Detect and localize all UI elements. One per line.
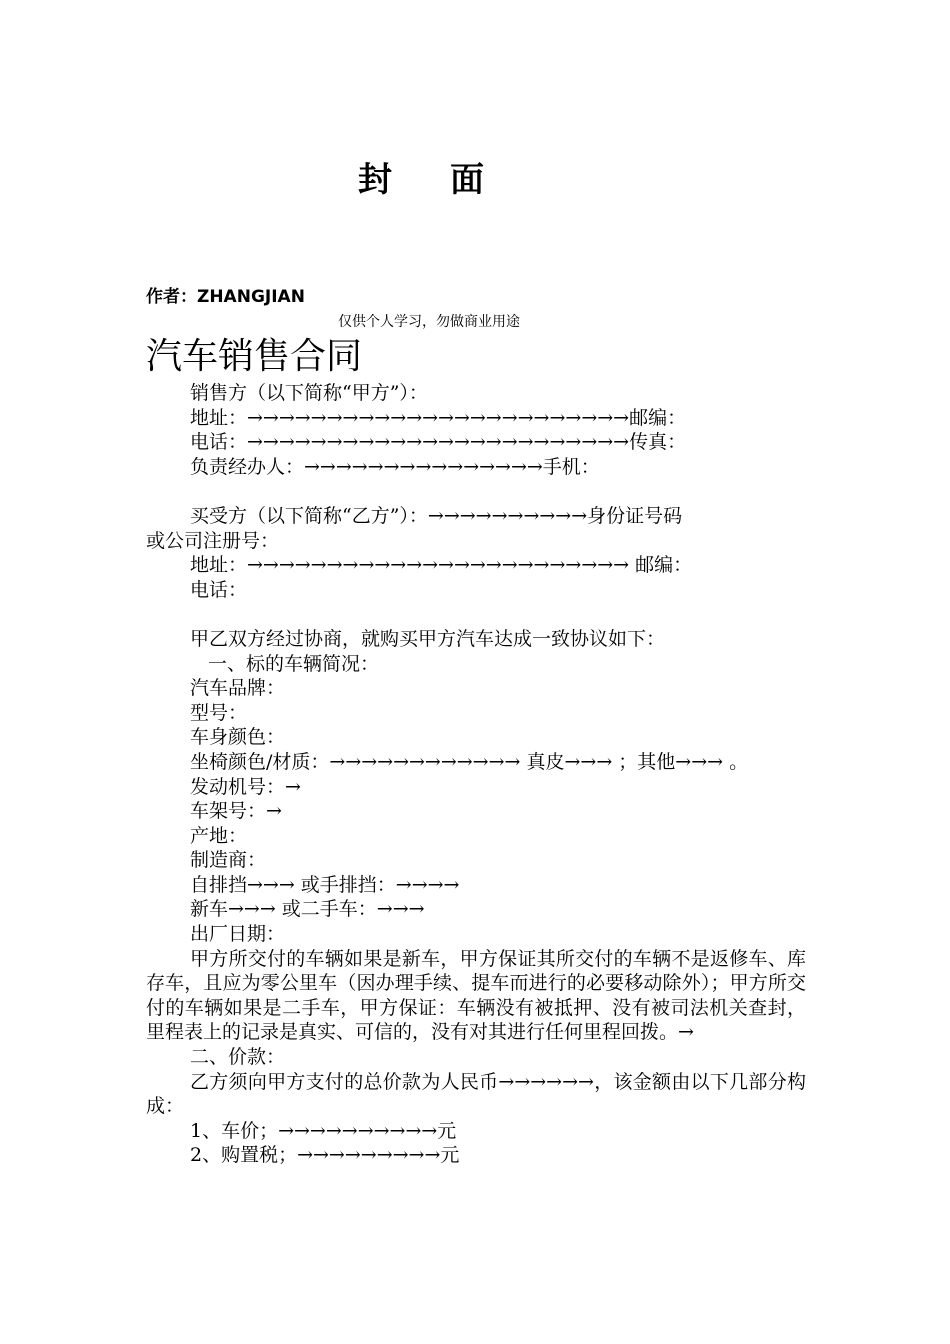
contract-body xyxy=(146,381,806,1168)
price-item-1: 1、车价；→→→→→→→→→→元 xyxy=(190,1119,457,1142)
warranty-paragraph: 甲方所交付的车辆如果是新车，甲方保证其所交付的车辆不是返修车、库存车，且应为零公里车（因办理手续、提车而进行的必要移动除外）；甲方所交付的车辆如果是二手车，甲方保证：车辆没有被抵押、没有被司法机关查封，里程表上的记录是真实、可信的，没有对其进行任何里程回拨。→ xyxy=(146,947,806,1044)
usage-notice: 仅供个人学习，勿做商业用途 xyxy=(338,314,520,330)
seller-heading: 销售方（以下简称“甲方”）： xyxy=(190,382,428,404)
contract-title: 汽车销售合同 xyxy=(146,336,363,377)
vehicle-model: 型号： xyxy=(190,701,248,724)
vehicle-body-color: 车身颜色： xyxy=(190,726,286,749)
cover-title: 封面 xyxy=(358,160,542,200)
seller-address: 地址：→→→→→→→→→→→→→→→→→→→→→→→→邮编： xyxy=(190,406,687,429)
section2-title: 二、价款： xyxy=(190,1046,286,1069)
vehicle-condition: 新车→→→ 或二手车：→→→ xyxy=(190,898,425,921)
vehicle-origin: 产地： xyxy=(190,824,248,847)
buyer-address: 地址：→→→→→→→→→→→→→→→→→→→→→→→→ 邮编： xyxy=(190,554,693,577)
author-line: 作者：ZHANGJIAN xyxy=(146,287,305,307)
vehicle-engine-no: 发动机号：→ xyxy=(190,775,301,798)
vehicle-frame-no: 车架号：→ xyxy=(190,800,282,823)
vehicle-transmission: 自排挡→→→ 或手排挡：→→→→ xyxy=(190,873,460,896)
vehicle-seat: 坐椅颜色/材质：→→→→→→→→→→→→ 真皮→→→ ；其他→→→ 。 xyxy=(190,750,749,773)
vehicle-manufacturer: 制造商： xyxy=(190,849,267,872)
buyer-heading-continued: 或公司注册号： xyxy=(146,529,280,552)
seller-agent: 负责经办人：→→→→→→→→→→→→→→→手机： xyxy=(190,455,600,478)
buyer-phone: 电话： xyxy=(190,578,248,601)
buyer-heading: 买受方（以下简称“乙方”）：→→→→→→→→→→身份证号码 xyxy=(190,504,683,527)
price-paragraph: 乙方须向甲方支付的总价款为人民币→→→→→→，该金额由以下几部分构成： xyxy=(146,1070,806,1118)
agreement-intro: 甲乙双方经过协商，就购买甲方汽车达成一致协议如下： xyxy=(190,627,666,650)
vehicle-brand: 汽车品牌： xyxy=(190,677,286,700)
section1-title: 一、标的车辆简况： xyxy=(208,652,380,675)
vehicle-production-date: 出厂日期： xyxy=(190,923,286,946)
spacer xyxy=(146,479,806,504)
spacer xyxy=(146,602,806,627)
price-item-2: 2、购置税；→→→→→→→→→元 xyxy=(190,1144,460,1167)
seller-phone: 电话：→→→→→→→→→→→→→→→→→→→→→→→→传真： xyxy=(190,431,687,454)
